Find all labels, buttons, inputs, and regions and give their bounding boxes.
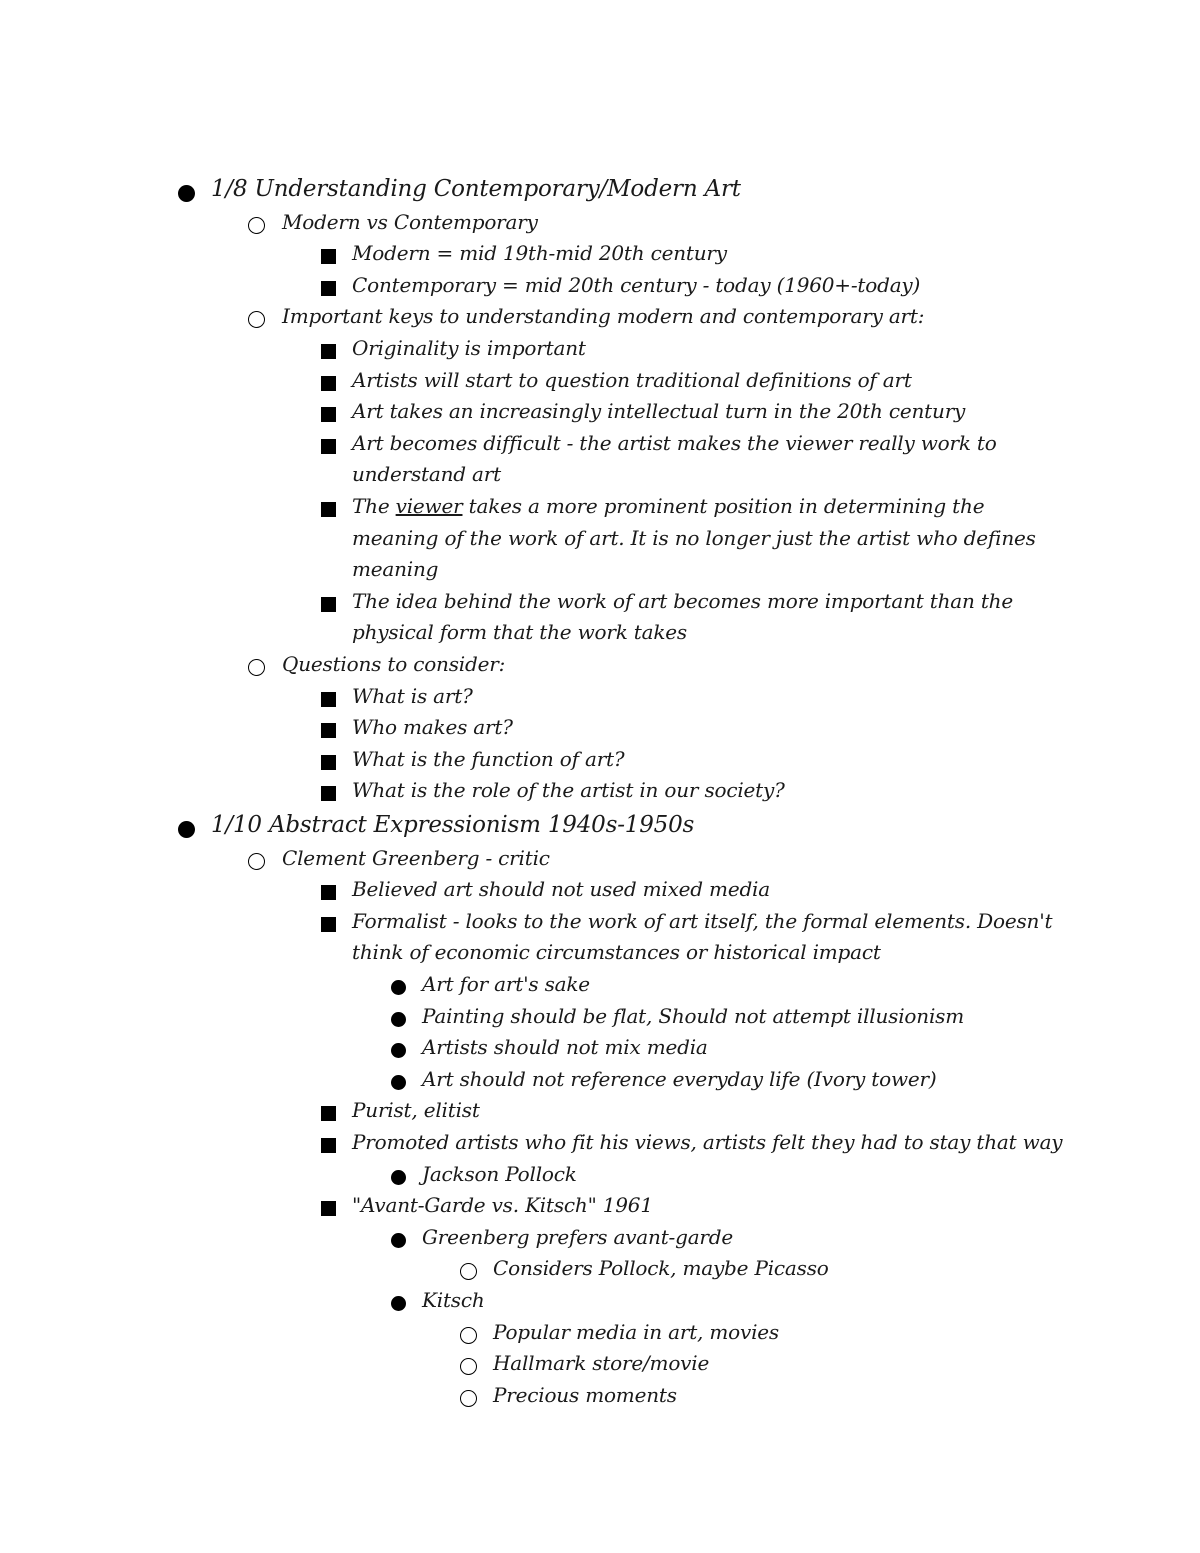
circle-bullet-icon [460, 1358, 477, 1375]
circle-bullet-icon [248, 217, 265, 234]
outline-item-text: What is the function of art? [352, 746, 625, 771]
outline-item-text: Art takes an increasingly intellectual turn in the 20th century [352, 399, 966, 424]
square-bullet-icon [321, 344, 336, 359]
square-bullet-icon [321, 917, 336, 932]
underlined-word: viewer [395, 494, 463, 518]
outline-item-text: 1/8 Understanding Contemporary/Modern Art [211, 176, 741, 202]
disc-bullet-icon [391, 1170, 406, 1185]
disc-bullet-icon [391, 1043, 406, 1058]
outline-item-text: "Avant-Garde vs. Kitsch" 1961 [352, 1193, 653, 1218]
disc-bullet-icon [391, 1012, 406, 1027]
outline-item-text: The viewer takes a more prominent position in determining the [352, 494, 985, 518]
outline-item-text: Promoted artists who fit his views, artists felt they had to stay that way [352, 1130, 1063, 1154]
outline-item-text: think of economic circumstances or historical impact [352, 940, 881, 965]
square-bullet-icon [321, 692, 336, 707]
square-bullet-icon [321, 1138, 336, 1153]
outline-item-text: The idea behind the work of art becomes more important than the [352, 588, 1013, 613]
circle-bullet-icon [460, 1263, 477, 1280]
outline-item-text: meaning of the work of art. It is no longer just the artist who defines [352, 525, 1036, 550]
outline-item-text: 1/10 Abstract Expressionism 1940s-1950s [211, 812, 695, 838]
circle-bullet-icon [248, 853, 265, 870]
outline-item-text: Hallmark store/movie [493, 1351, 710, 1376]
outline-item-text: Artists will start to question traditional definitions of art [352, 367, 912, 392]
outline-item-text: Clement Greenberg - critic [282, 845, 550, 870]
outline-item-text: Popular media in art, movies [493, 1319, 779, 1344]
square-bullet-icon [321, 597, 336, 612]
outline-item-text: Painting should be flat, Should not attempt illusionism [422, 1003, 964, 1028]
square-bullet-icon [321, 502, 336, 517]
outline-item-text: Art becomes difficult - the artist makes the viewer really work to [352, 430, 997, 455]
outline-item-text: Greenberg prefers avant-garde [422, 1224, 734, 1249]
outline-item-text: Artists should not mix media [422, 1035, 708, 1060]
square-bullet-icon [321, 439, 336, 454]
square-bullet-icon [321, 723, 336, 738]
outline-item-text: Purist, elitist [352, 1098, 480, 1123]
outline-item-text: Formalist - looks to the work of art itself, the formal elements. Doesn't [352, 908, 1053, 933]
disc-bullet-icon [391, 1296, 406, 1311]
circle-bullet-icon [248, 311, 265, 328]
outline-item-text: What is the role of the artist in our society? [352, 778, 785, 803]
outline-item-text: Art should not reference everyday life (Ivory tower) [422, 1066, 937, 1091]
disc-bullet-icon [178, 821, 195, 838]
disc-bullet-icon [391, 980, 406, 995]
square-bullet-icon [321, 281, 336, 296]
square-bullet-icon [321, 786, 336, 801]
outline-item-text: physical form that the work takes [352, 620, 687, 645]
outline-item-text: Who makes art? [352, 715, 513, 740]
square-bullet-icon [321, 407, 336, 422]
outline-item-text: Modern = mid 19th-mid 20th century [352, 241, 727, 266]
outline-item-text: Jackson Pollock [422, 1161, 577, 1186]
square-bullet-icon [321, 885, 336, 900]
disc-bullet-icon [391, 1075, 406, 1090]
square-bullet-icon [321, 1106, 336, 1121]
circle-bullet-icon [460, 1327, 477, 1344]
square-bullet-icon [321, 1201, 336, 1216]
outline-item-text: Originality is important [352, 336, 586, 360]
square-bullet-icon [321, 249, 336, 264]
disc-bullet-icon [391, 1233, 406, 1248]
outline-item-text: meaning [352, 557, 439, 582]
outline-item-text: Art for art's sake [422, 972, 590, 996]
outline-item-text: Considers Pollock, maybe Picasso [493, 1256, 829, 1281]
outline-item-text: Kitsch [422, 1288, 485, 1312]
outline-item-text: Important keys to understanding modern and contemporary art: [282, 304, 925, 329]
outline-item-text: understand art [352, 462, 501, 487]
outline-item-text: What is art? [352, 683, 473, 708]
circle-bullet-icon [460, 1390, 477, 1407]
square-bullet-icon [321, 755, 336, 770]
square-bullet-icon [321, 376, 336, 391]
outline-item-text: Modern vs Contemporary [282, 209, 538, 234]
outline-item-text: Contemporary = mid 20th century - today (1960+-today) [352, 272, 921, 297]
circle-bullet-icon [248, 659, 265, 676]
disc-bullet-icon [178, 185, 195, 202]
outline-item-text: Questions to consider: [282, 652, 506, 676]
outline-item-text: Believed art should not used mixed media [352, 877, 770, 902]
outline-item-text: Precious moments [493, 1382, 677, 1407]
